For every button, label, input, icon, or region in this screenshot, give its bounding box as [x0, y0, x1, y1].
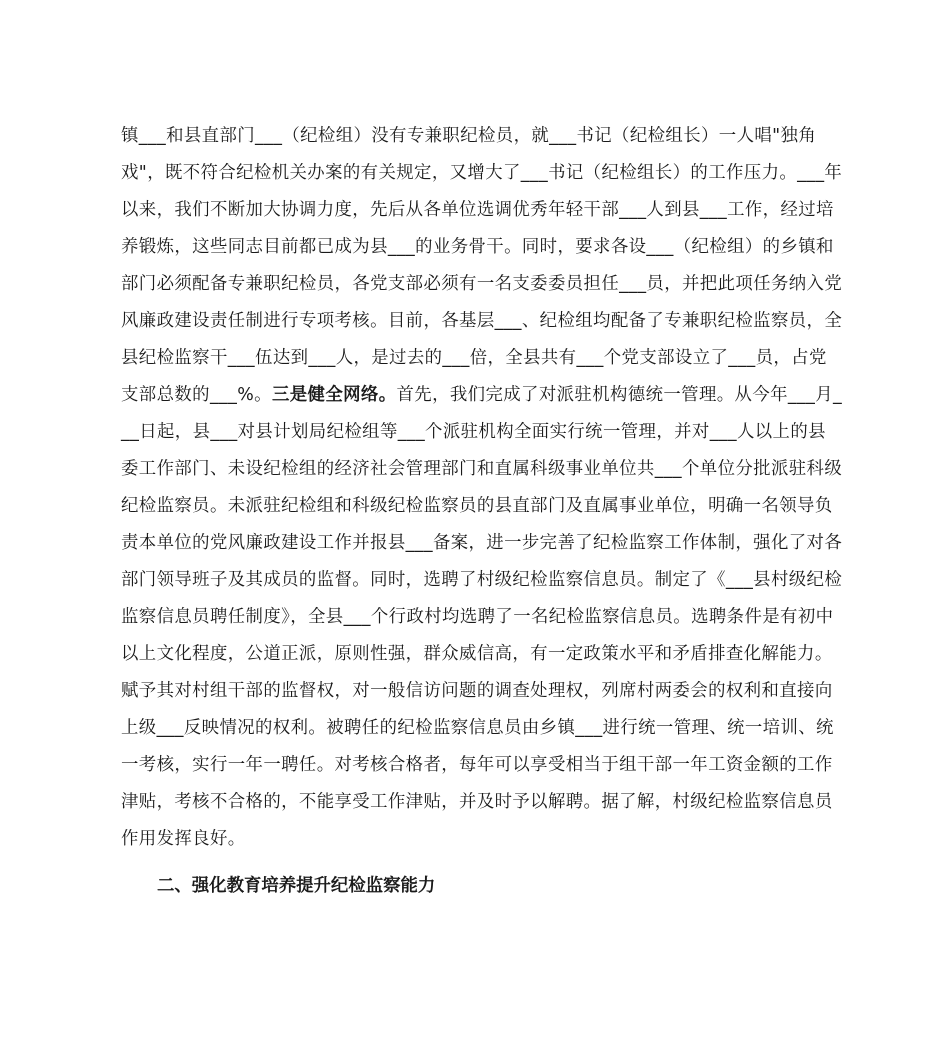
- paragraph-text-part1: 镇___和县直部门___（纪检组）没有专兼职纪检员，就___书记（纪检组长）一人唱"独角戏"，既不符合纪检机关办案的有关规定，又增大了___书记（纪检组长）的工作压力。___年以来，我们不断加大协调力度，先后从各单位选调优秀年轻干部___人到县___工作，经过培养锻炼，这些同志目前都已成为县___的业务骨干。同时，要求各设___（纪检组）的乡镇和部门必须配备专兼职纪检员，各党支部必须有一名支委委员担任___员，并把此项任务纳入党风廉政建设责任制进行专项考核。目前，各基层___、纪检组均配备了专兼职纪检监察员，全县纪检监察干___伍达到___人，是过去的___倍，全县共有___个党支部设立了___员，占党支部总数的___%。: [121, 126, 843, 405]
- paragraph-emphasis: 三是健全网络。: [271, 385, 397, 405]
- paragraph-text-part2: 首先，我们完成了对派驻机构德统一管理。从今年___月___日起，县___对县计划局纪检组等___个派驻机构全面实行统一管理，并对___人以上的县委工作部门、未设纪检组的经济社会管理部门和直属科级事业单位共___个单位分批派驻科级纪检监察员。未派驻纪检组和科级纪检监察员的县直部门及直属事业单位，明确一名领导负责本单位的党风廉政建设工作并报县___备案，进一步完善了纪检监察工作体制，强化了对各部门领导班子及其成员的监督。同时，选聘了村级纪检监察信息员。制定了《___县村级纪检监察信息员聘任制度》，全县___个行政村均选聘了一名纪检监察信息员。选聘条件是有初中以上文化程度，公道正派，原则性强，群众威信高，有一定政策水平和矛盾排查化解能力。赋予其对村组干部的监督权，对一般信访问题的调查处理权，列席村两委会的权利和直接向上级___反映情况的权利。被聘任的纪检监察信息员由乡镇___进行统一管理、统一培训、统一考核，实行一年一聘任。对考核合格者，每年可以享受相当于组干部一年工资金额的工作津贴，考核不合格的，不能享受工作津贴，并及时予以解聘。据了解，村级纪检监察信息员作用发挥良好。: [121, 385, 843, 849]
- section-heading: 二、强化教育培养提升纪检监察能力: [157, 876, 436, 896]
- body-paragraph: [121, 118, 843, 858]
